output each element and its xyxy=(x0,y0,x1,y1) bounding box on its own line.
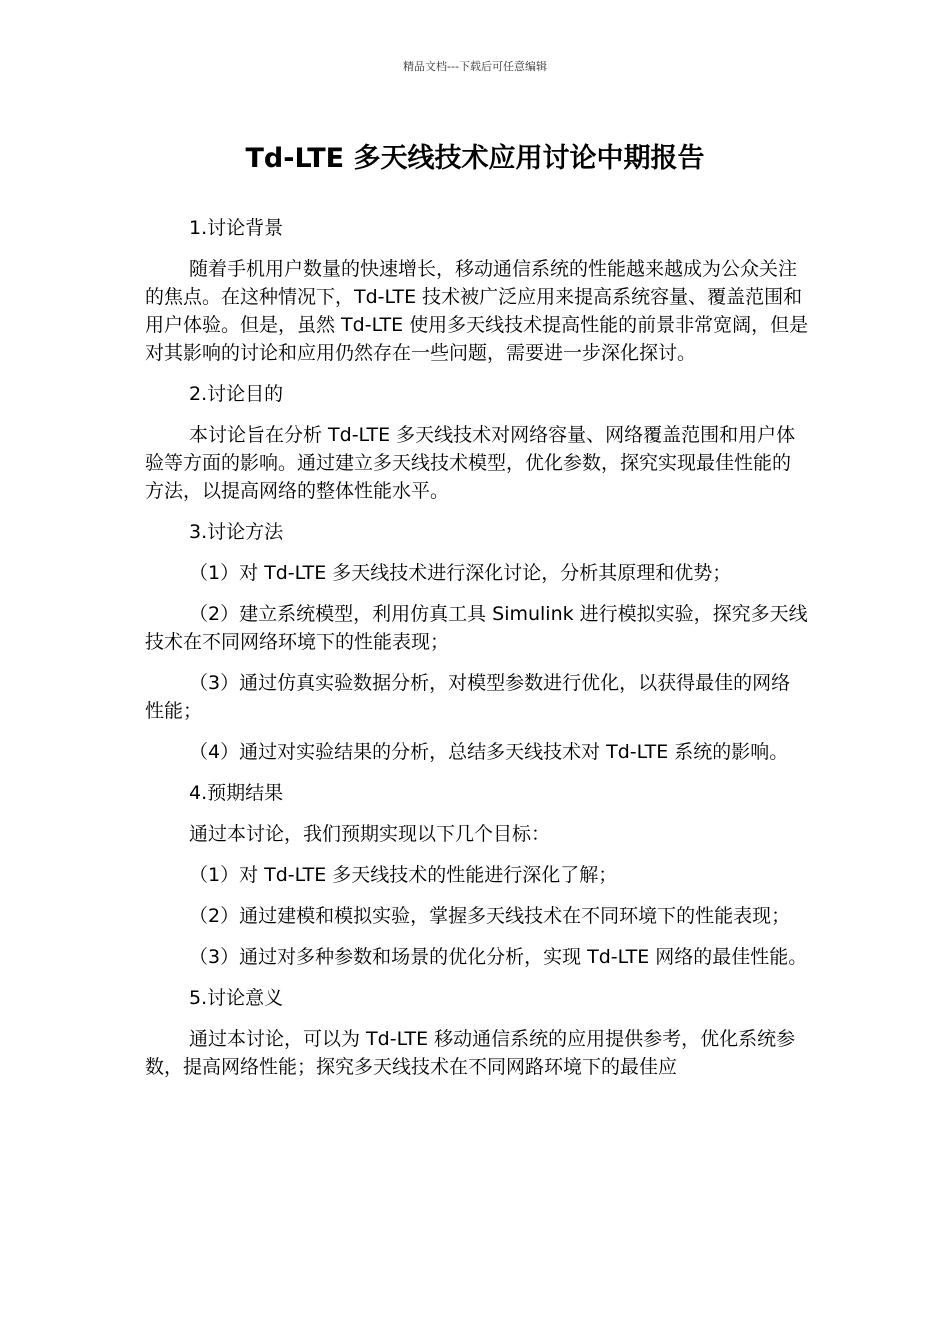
method-item-4: （4）通过对实验结果的分析，总结多天线技术对 Td-LTE 系统的影响。 xyxy=(189,741,789,763)
method-item-1: （1）对 Td-LTE 多天线技术进行深化讨论，分析其原理和优势； xyxy=(189,562,732,584)
result-item-3: （3）通过对多种参数和场景的优化分析，实现 Td-LTE 网络的最佳性能。 xyxy=(189,946,808,968)
paragraph-purpose: 本讨论旨在分析 Td-LTE 多天线技术对网络容量、网络覆盖范围和用户体验等方面的影响。通过建立多天线技术模型，优化参数，探究实现最佳性能的方法，以提高网络的整体性能水平。 xyxy=(145,424,796,502)
method-item-2: （2）建立系统模型，利用仿真工具 Simulink 进行模拟实验，探究多天线技术在不同网络环境下的性能表现； xyxy=(145,603,808,653)
section-heading-significance: 5.讨论意义 xyxy=(189,987,284,1009)
document-title: Td-LTE 多天线技术应用讨论中期报告 xyxy=(245,143,705,174)
result-item-1: （1）对 Td-LTE 多天线技术的性能进行深化了解； xyxy=(189,864,618,886)
paragraph-expected-results: 通过本讨论，我们预期实现以下几个目标： xyxy=(189,823,551,845)
section-heading-background: 1.讨论背景 xyxy=(189,217,284,239)
paragraph-background: 随着手机用户数量的快速增长，移动通信系统的性能越来越成为公众关注的焦点。在这种情况下，Td-LTE 技术被广泛应用来提高系统容量、覆盖范围和用户体验。但是，虽然 Td-LTE 使用多天线技术提高性能的前景非常宽阔，但是对其影响的讨论和应用仍然存在一些问题，需要进一步深化探讨。 xyxy=(145,258,809,364)
method-item-3: （3）通过仿真实验数据分析，对模型参数进行优化，以获得最佳的网络性能； xyxy=(145,672,791,722)
page-header-watermark: 精品文档---下载后可任意编辑 xyxy=(403,60,547,73)
result-item-2: （2）通过建模和模拟实验，掌握多天线技术在不同环境下的性能表现； xyxy=(189,905,791,927)
paragraph-significance: 通过本讨论，可以为 Td-LTE 移动通信系统的应用提供参考，优化系统参数，提高网络性能；探究多天线技术在不同网路环境下的最佳应 xyxy=(145,1028,796,1078)
document-body xyxy=(145,214,809,1094)
section-heading-purpose: 2.讨论目的 xyxy=(189,383,284,405)
section-heading-method: 3.讨论方法 xyxy=(189,521,284,543)
section-heading-expected-results: 4.预期结果 xyxy=(189,782,284,804)
